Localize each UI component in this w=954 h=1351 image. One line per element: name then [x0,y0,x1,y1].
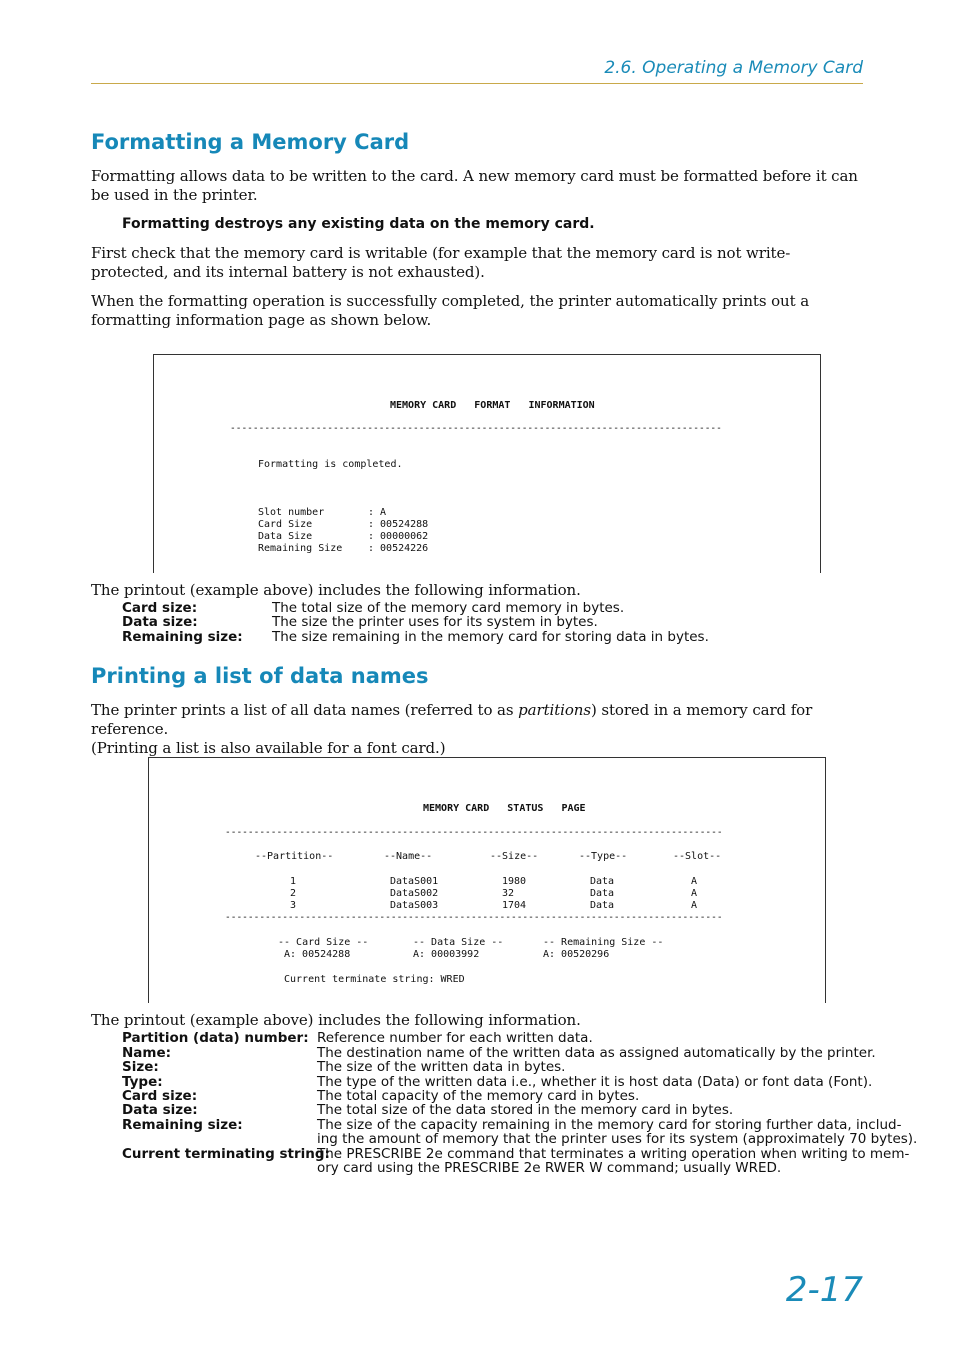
table-cell: 3 [290,900,297,911]
column-header: --Name-- [384,851,433,862]
printout-label: Data Size [258,531,313,542]
def-term: Card size: [122,1088,198,1104]
def-term: Remaining size: [122,1117,243,1133]
column-header: --Partition-- [255,851,334,862]
def-term: Current terminating string: [122,1146,330,1162]
paragraph-writable-check: First check that the memory card is writable (for example that the memory card is not write-protected, and its internal battery is not exhausted). [91,244,791,281]
def-desc: The total size of the data stored in the memory card in bytes. [317,1102,734,1118]
table-cell: 1704 [502,900,527,911]
header-rule [91,83,863,84]
printout-label: Slot number [258,507,325,518]
def-desc: The destination name of the written data as assigned automatically by the printer. [317,1045,876,1061]
section-title-formatting: Formatting a Memory Card [91,130,410,154]
table-cell: A [691,888,698,899]
def-desc: The type of the written data i.e., whether it is host data (Data) or font data (Font). [317,1074,873,1090]
def-term: Partition (data) number: [122,1030,309,1046]
printout-label: Card Size [258,519,313,530]
table-cell: DataS002 [390,888,439,899]
table-cell: Data [590,888,615,899]
table-cell: 1 [290,876,297,887]
paragraph-printout-info: The printout (example above) includes the following information. [91,581,581,599]
def-term: Remaining size: [122,629,243,645]
printout-value: : 00000062 [368,531,429,542]
summary-header: -- Data Size -- [413,937,504,948]
def-term: Size: [122,1059,159,1075]
table-cell: Data [590,900,615,911]
printout-value: : A [368,507,387,518]
summary-value: A: 00003992 [413,949,480,960]
running-header: 2.6. Operating a Memory Card [604,58,863,78]
format-info-printout [153,354,821,573]
printout-rule: --------------------------------------------------------------------------------------- [225,912,723,923]
def-term: Card size: [122,600,198,616]
printout-value: : 00524288 [368,519,429,530]
column-header: --Type-- [579,851,628,862]
summary-value: A: 00520296 [543,949,610,960]
summary-header: -- Card Size -- [278,937,369,948]
table-cell: 32 [502,888,515,899]
printout-rule: -------------------------------------------------------------------------------------- [230,423,722,434]
printout-title: MEMORY CARD FORMAT INFORMATION [390,400,595,411]
paragraph-data-names-intro: The printer prints a list of all data names (referred to as partitions) stored in a memory card for reference. (Printing a list is also available for a font card.) [91,701,813,757]
table-cell: A [691,900,698,911]
section-title-data-names: Printing a list of data names [91,664,429,688]
def-desc: The size of the written data in bytes. [317,1059,566,1075]
table-cell: A [691,876,698,887]
table-cell: 1980 [502,876,527,887]
table-cell: Data [590,876,615,887]
column-header: --Slot-- [673,851,722,862]
table-cell: DataS003 [390,900,439,911]
summary-header: -- Remaining Size -- [543,937,664,948]
terminate-string: Current terminate string: WRED [284,974,465,985]
status-page-printout [148,757,826,1003]
def-desc: The size of the capacity remaining in the memory card for storing further data, includ- [317,1117,902,1133]
paragraph-formatting-intro: Formatting allows data to be written to the card. A new memory card must be formatted before it can be used in the printer. [91,167,858,204]
def-desc: Reference number for each written data. [317,1030,593,1046]
column-header: --Size-- [490,851,539,862]
def-term: Data size: [122,614,198,630]
summary-value: A: 00524288 [284,949,351,960]
printout-completed-text: Formatting is completed. [258,459,403,470]
warning-note: Formatting destroys any existing data on the memory card. [122,216,595,232]
table-cell: 2 [290,888,297,899]
def-term: Data size: [122,1102,198,1118]
printout-value: : 00524226 [368,543,429,554]
def-term: Type: [122,1074,163,1090]
def-desc: The size remaining in the memory card for storing data in bytes. [272,629,709,645]
def-desc-cont: ory card using the PRESCRIBE 2e RWER W command; usually WRED. [317,1160,782,1176]
def-desc: The total size of the memory card memory in bytes. [272,600,625,616]
def-desc: The total capacity of the memory card in bytes. [317,1088,640,1104]
def-term: Name: [122,1045,172,1061]
def-desc: The PRESCRIBE 2e command that terminates a writing operation when writing to mem- [317,1146,910,1162]
def-desc: The size the printer uses for its system in bytes. [272,614,598,630]
page-number: 2-17 [785,1270,863,1310]
printout-title: MEMORY CARD STATUS PAGE [423,803,586,814]
paragraph-printout-info-2: The printout (example above) includes the following information. [91,1011,581,1029]
table-cell: DataS001 [390,876,439,887]
def-desc-cont: ing the amount of memory that the printer uses for its system (approximately 70 bytes). [317,1131,918,1147]
printout-rule: --------------------------------------------------------------------------------------- [225,827,723,838]
paragraph-format-complete: When the formatting operation is successfully completed, the printer automatically prints out a formatting information page as shown below. [91,292,810,329]
printout-label: Remaining Size [258,543,343,554]
